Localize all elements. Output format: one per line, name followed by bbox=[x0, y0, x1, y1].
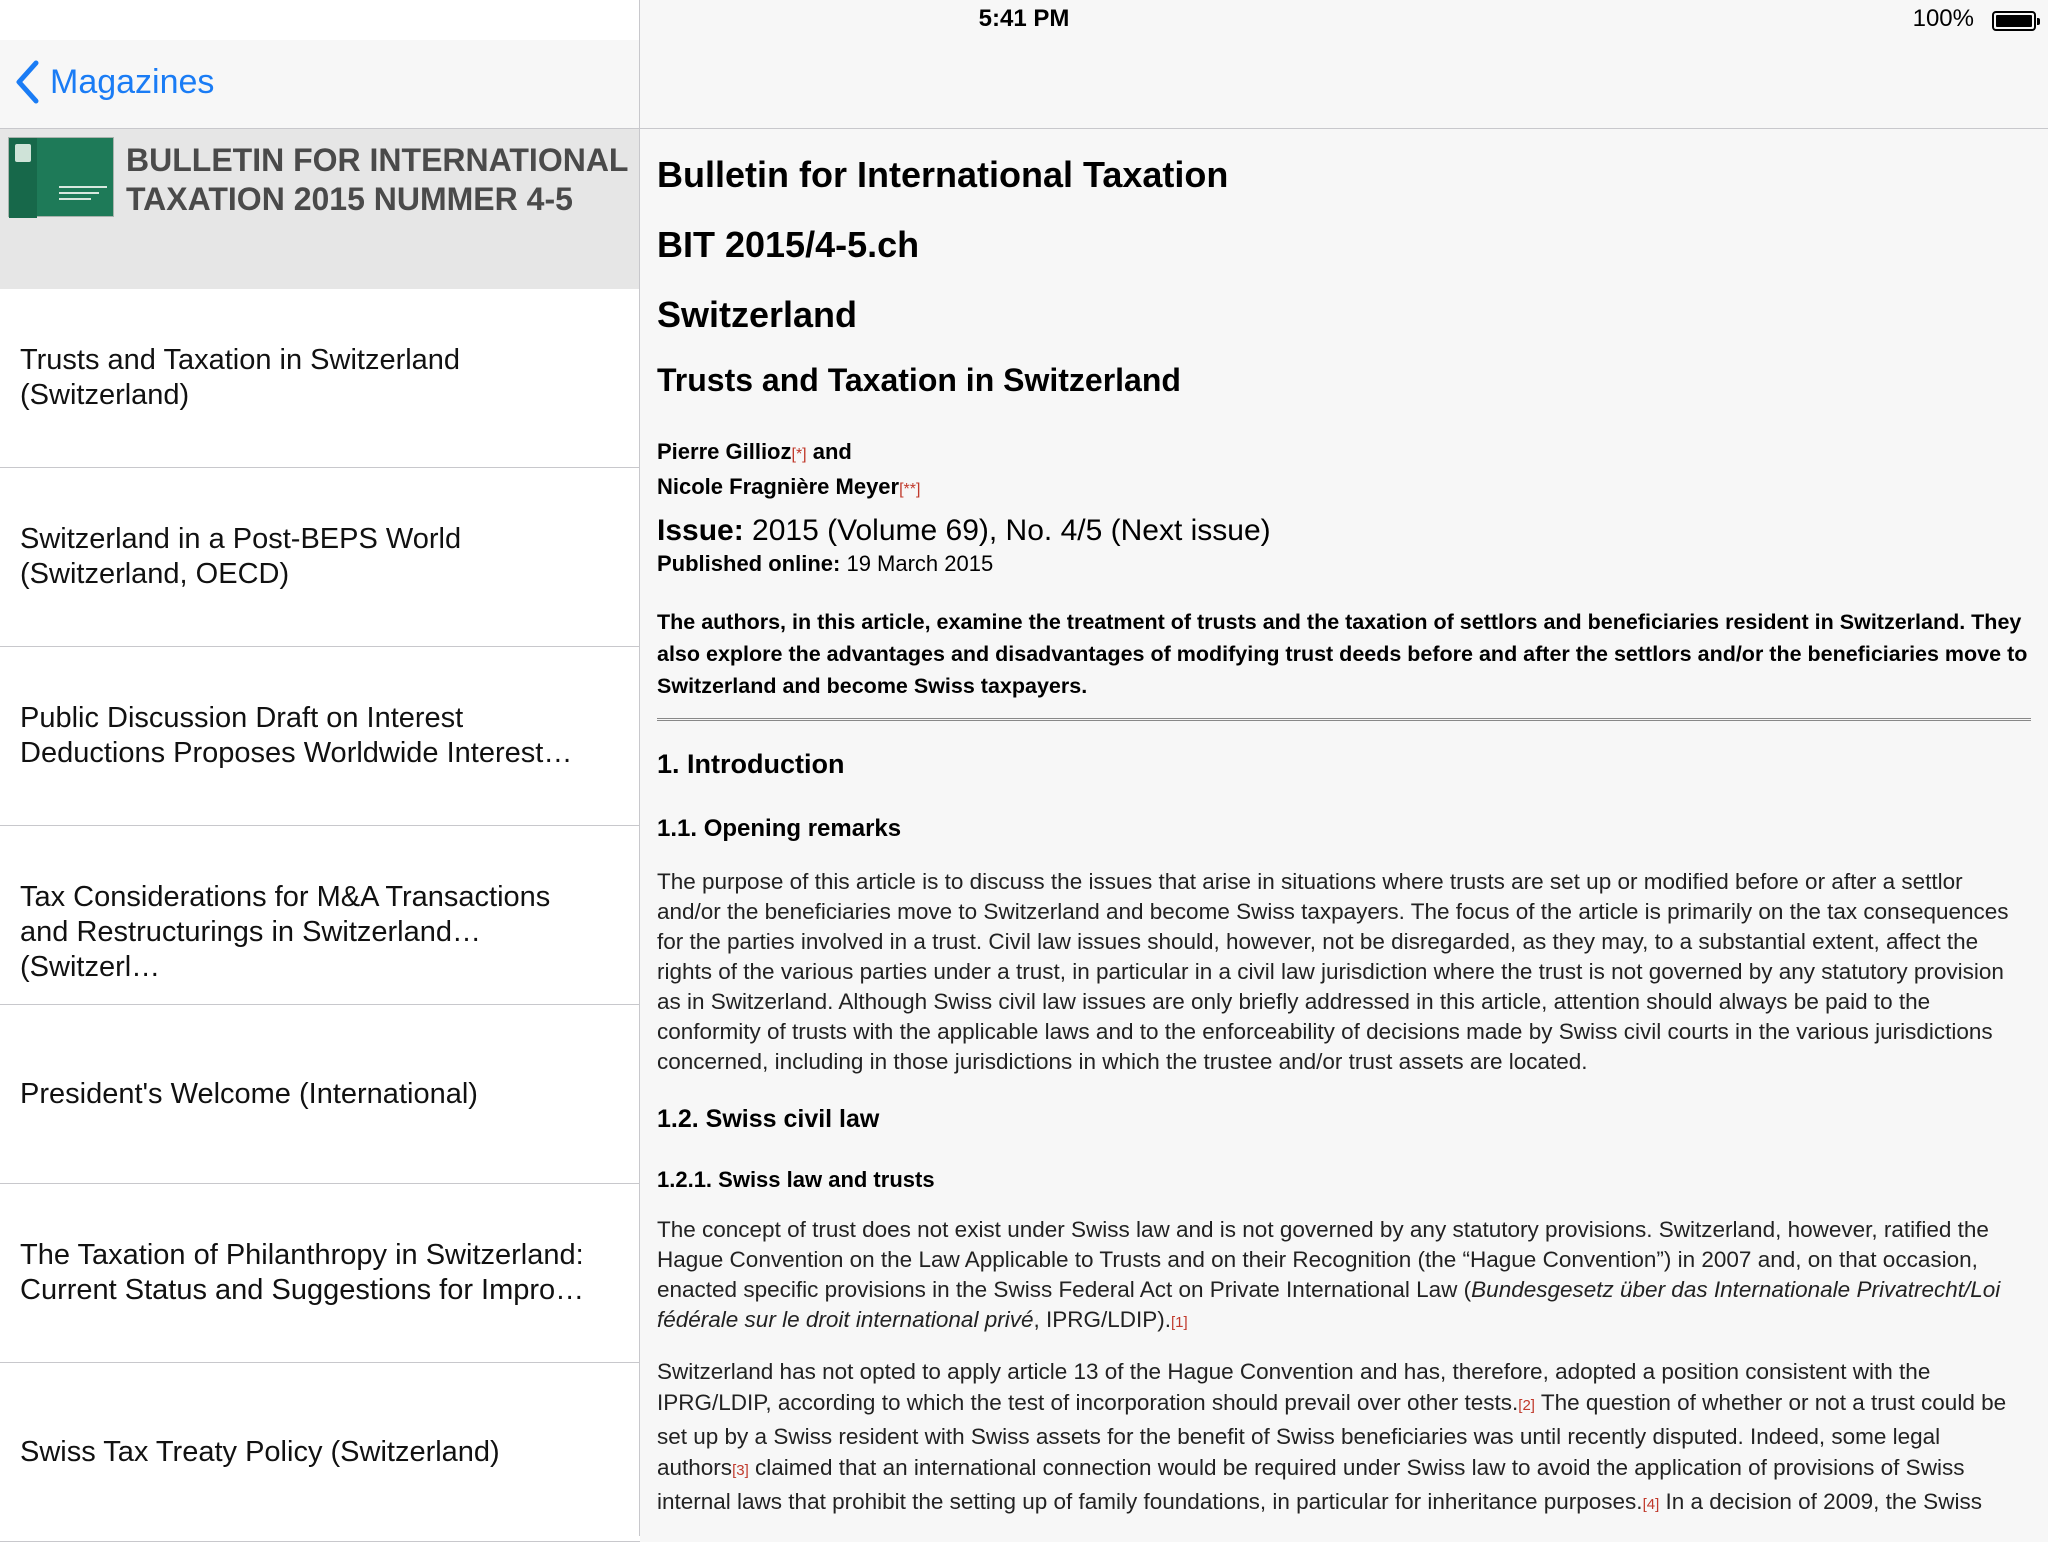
article-list-item[interactable] bbox=[0, 647, 640, 826]
body-paragraph bbox=[657, 1215, 2031, 1338]
pane-divider bbox=[639, 0, 640, 1536]
published-date: 19 March 2015 bbox=[840, 551, 994, 576]
back-button[interactable] bbox=[14, 60, 214, 104]
body-paragraph: The purpose of this article is to discuss the issues that arise in situations where trusts are set up or modified before or after a settlor and/or the beneficiaries move to Switzerland and become Swiss taxpayers. The focus of the article is primarily on the tax consequences for the parties involved in a trust. Civil law issues should, however, not be disregarded, as they may, to a substantial extent, affect the rights of the various parties under a trust, in particular in a civil law jurisdiction where the trust is not governed by any statutory provision as in Switzerland. Although Swiss civil law issues are only briefly addressed in this article, attention should always be paid to the conformity of trusts with the applicable laws and to the enforceability of decisions made by Swiss civil courts in the various jurisdictions concerned, including in those jurisdictions in which the trustee and/or trust assets are located. bbox=[657, 869, 2009, 1074]
footnote-link[interactable]: [*] bbox=[791, 446, 807, 463]
subsection-heading: 1.2. Swiss civil law bbox=[657, 1105, 880, 1133]
authors bbox=[657, 436, 2031, 506]
article-code: BIT 2015/4-5.ch bbox=[657, 224, 920, 265]
paragraph-text: Switzerland has not opted to apply article 13 of the Hague Convention and has, therefore, adopted a position consistent with the IPRG/LDIP, according to which the test of incorporation should prevail over other tests. bbox=[657, 1359, 1931, 1415]
issue-info bbox=[657, 512, 2031, 550]
paragraph-text: In a decision of 2009, the Swiss bbox=[1659, 1489, 1982, 1514]
master-pane bbox=[0, 0, 640, 1536]
article-list-item-label: Trusts and Taxation in Switzerland (Switzerland) bbox=[20, 344, 461, 411]
article-detail[interactable] bbox=[657, 128, 2031, 1536]
section-divider bbox=[657, 718, 2031, 721]
issue-label: Issue: bbox=[657, 514, 744, 547]
paragraph-text: claimed that an international connection would be required under Swiss law to avoid the application of provisions of Swiss internal laws that prohibit the setting up of family foundations, in particular for inheritance purposes. bbox=[657, 1455, 1965, 1514]
article-list-item[interactable] bbox=[0, 1363, 640, 1542]
article-list-item[interactable] bbox=[0, 1005, 640, 1184]
article-list-item[interactable] bbox=[0, 826, 640, 1005]
chevron-left-icon bbox=[14, 60, 40, 104]
paragraph-text: The concept of trust does not exist under Swiss law and is not governed by any statutory provisions. Switzerland, however, ratified the Hague Convention on the Law Applicable to Trusts and on their Recognition (the “Hague Convention”) in 2007 and, on that occasion, enacted specific provisions in the Swiss Federal Act on Private International Law ( bbox=[657, 1217, 1989, 1302]
issue-header bbox=[0, 129, 640, 290]
article-list-item[interactable] bbox=[0, 1184, 640, 1363]
body-paragraph bbox=[657, 1356, 2031, 1520]
subsection-heading: 1.1. Opening remarks bbox=[657, 815, 902, 842]
back-button-label: Magazines bbox=[50, 62, 215, 101]
article-list-item-label: President's Welcome (International) bbox=[20, 1077, 478, 1110]
issue-title: BULLETIN FOR INTERNATIONAL TAXATION 2015 NUMMER 4-5 bbox=[126, 142, 628, 217]
issue-cover-thumbnail bbox=[8, 137, 114, 217]
footnote-link[interactable]: [**] bbox=[899, 481, 921, 498]
section-heading: 1. Introduction bbox=[657, 749, 845, 779]
detail-navigation-bar bbox=[640, 40, 2048, 129]
status-time: 5:41 PM bbox=[978, 5, 1070, 32]
article-list-item-label: The Taxation of Philanthropy in Switzerland: Current Status and Suggestions for Impro… bbox=[20, 1239, 585, 1306]
issue-value: 2015 (Volume 69), No. 4/5 (Next issue) bbox=[743, 514, 1271, 547]
article-list bbox=[0, 289, 640, 1542]
article-list-item[interactable] bbox=[0, 468, 640, 647]
article-country: Switzerland bbox=[657, 294, 858, 335]
footnote-link[interactable]: [4] bbox=[1642, 1496, 1660, 1513]
article-abstract: The authors, in this article, examine the treatment of trusts and the taxation of settlors and beneficiaries resident in Switzerland. They also explore the advantages and disadvantages of modifying trust deeds before and after the settlors and/or the beneficiaries move to Switzerland and become Swiss taxpayers. bbox=[657, 610, 2028, 698]
battery-percent: 100% bbox=[1912, 5, 1974, 32]
published-label: Published online: bbox=[657, 551, 841, 576]
author-name: Nicole Fragnière Meyer bbox=[657, 474, 900, 499]
published-info bbox=[657, 550, 2031, 578]
paragraph-text: , IPRG/LDIP). bbox=[1033, 1307, 1171, 1332]
article-list-item[interactable] bbox=[0, 289, 640, 468]
paragraph-italic-text: Bundesgesetz über das Internationale Privatrecht/Loi fédérale sur le droit international privé bbox=[657, 1277, 2001, 1332]
master-navigation-bar bbox=[0, 40, 640, 129]
article-list-item-label: Swiss Tax Treaty Policy (Switzerland) bbox=[20, 1435, 500, 1468]
article-list-item-label: Public Discussion Draft on Interest Deductions Proposes Worldwide Interest… bbox=[20, 702, 573, 769]
article-list-item-label: Tax Considerations for M&A Transactions and Restructurings in Switzerland (Switzerl… bbox=[20, 881, 551, 983]
footnote-link[interactable]: [2] bbox=[1518, 1397, 1535, 1414]
article-title: Trusts and Taxation in Switzerland bbox=[657, 362, 1181, 398]
footnote-link[interactable]: [3] bbox=[732, 1462, 749, 1479]
journal-title: Bulletin for International Taxation bbox=[657, 154, 1229, 195]
battery-icon bbox=[1992, 11, 2036, 31]
footnote-link[interactable]: [1] bbox=[1171, 1314, 1188, 1331]
author-conjunction: and bbox=[806, 439, 852, 464]
subsubsection-heading: 1.2.1. Swiss law and trusts bbox=[657, 1167, 935, 1192]
paragraph-text: The question of whether or not a trust could be set up by a Swiss resident with Swiss assets for the benefit of Swiss beneficiaries was until recently disputed. Indeed, some legal authors bbox=[657, 1390, 2007, 1480]
author-name: Pierre Gillioz bbox=[657, 439, 792, 464]
article-list-item-label: Switzerland in a Post-BEPS World (Switzerland, OECD) bbox=[20, 523, 462, 590]
